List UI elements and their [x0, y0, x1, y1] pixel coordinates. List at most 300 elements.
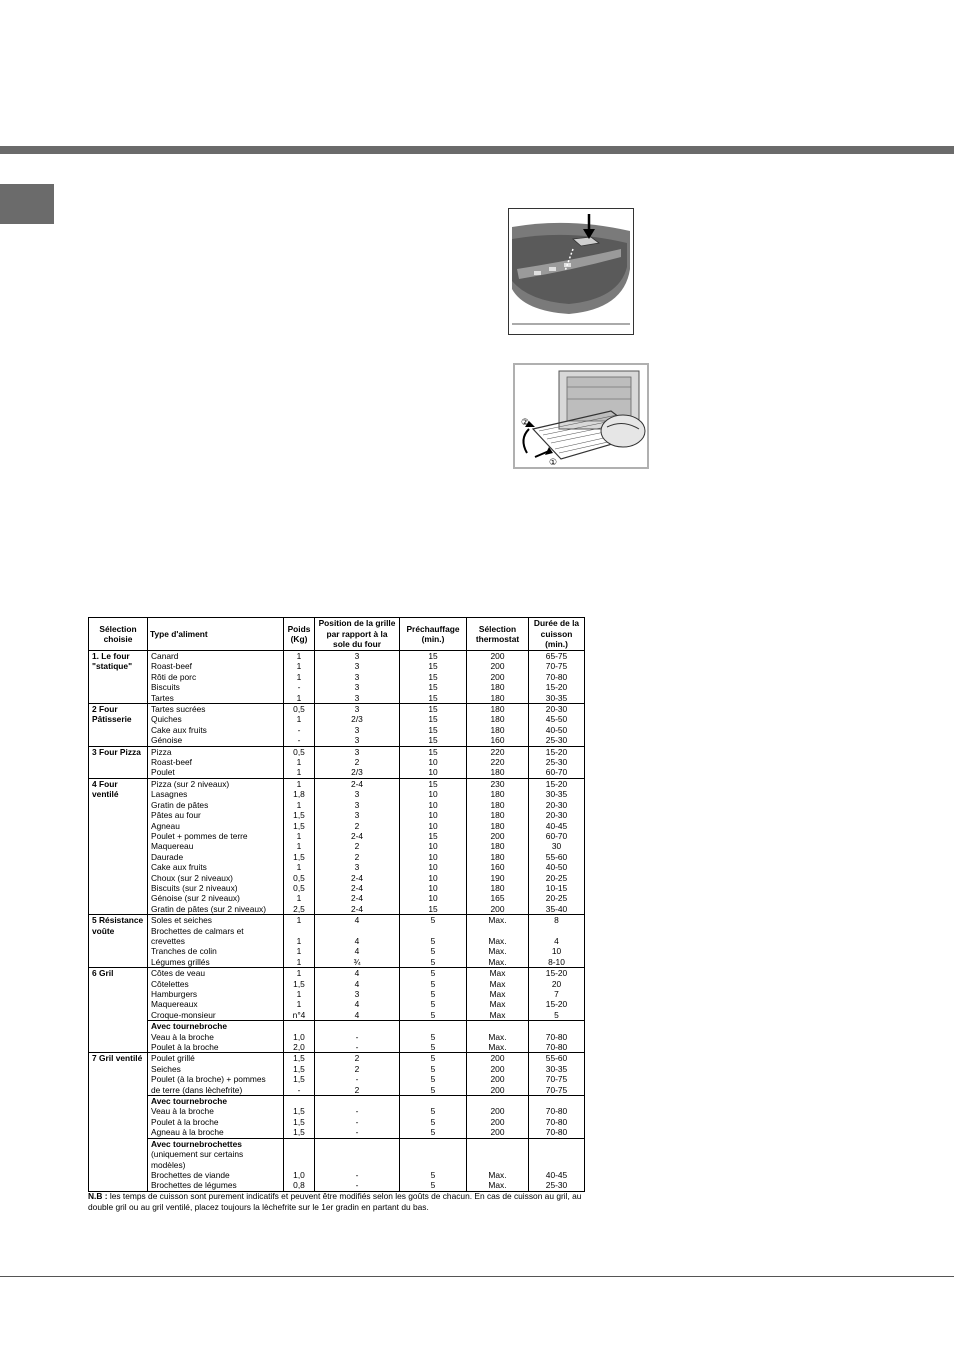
cell-rack-position: 4 — [315, 936, 400, 946]
cell-thermostat: 180 — [467, 800, 529, 810]
cell-preheat: 5 — [400, 936, 467, 946]
cell-food-type: Poulet à la broche — [148, 1117, 284, 1127]
cell-duration: 30-35 — [529, 789, 585, 799]
cell-food-type: Poulet + pommes de terre — [148, 831, 284, 841]
table-row — [89, 661, 585, 671]
table-row — [89, 999, 585, 1009]
cell-thermostat: 220 — [467, 746, 529, 757]
cell-duration: 70-80 — [529, 1127, 585, 1138]
cell-weight: 1 — [284, 968, 315, 979]
cell-preheat: 5 — [400, 1064, 467, 1074]
table-row — [89, 1127, 585, 1138]
cell-duration: 15-20 — [529, 999, 585, 1009]
cell-weight: 1 — [284, 778, 315, 789]
cell-selection: 2 Four Pâtisserie — [89, 704, 148, 747]
cell-rack-position: 4 — [315, 946, 400, 956]
cell-thermostat: 200 — [467, 1085, 529, 1096]
cell-food-type: Pizza (sur 2 niveaux) — [148, 778, 284, 789]
cell-thermostat: Max — [467, 968, 529, 979]
table-row — [89, 852, 585, 862]
cell-weight: - — [284, 682, 315, 692]
cell-rack-position: 2/3 — [315, 767, 400, 778]
cell-weight: 0,8 — [284, 1180, 315, 1191]
cell-rack-position: 3 — [315, 989, 400, 999]
cell-preheat: 5 — [400, 1042, 467, 1053]
table-row — [89, 1021, 585, 1032]
header-preheat: Préchauffage (min.) — [400, 618, 467, 651]
cell-food-type: Brochettes de légumes — [148, 1180, 284, 1191]
cell-preheat: 10 — [400, 883, 467, 893]
cell-preheat: 5 — [400, 979, 467, 989]
cell-weight: 1 — [284, 672, 315, 682]
cell-thermostat: Max. — [467, 1042, 529, 1053]
cell-duration: 20-30 — [529, 810, 585, 820]
cell-duration: 15-20 — [529, 778, 585, 789]
cell-food-type: Choux (sur 2 niveaux) — [148, 873, 284, 883]
cell-rack-position — [315, 1021, 400, 1032]
step-1-marker: ① — [549, 458, 558, 467]
cell-food-type: Génoise — [148, 735, 284, 746]
cell-rack-position: - — [315, 1170, 400, 1180]
cell-duration: 70-75 — [529, 661, 585, 671]
cell-thermostat: 190 — [467, 873, 529, 883]
cell-preheat: 15 — [400, 735, 467, 746]
cell-thermostat: Max. — [467, 1170, 529, 1180]
cell-rack-position: 3 — [315, 725, 400, 735]
cell-rack-position: 3 — [315, 661, 400, 671]
cell-duration: 70-80 — [529, 1032, 585, 1042]
cell-duration: 8-10 — [529, 957, 585, 968]
cell-rack-position: 3 — [315, 810, 400, 820]
cell-duration: 4 — [529, 936, 585, 946]
cell-weight — [284, 1149, 315, 1159]
cell-weight: 1,5 — [284, 810, 315, 820]
table-row — [89, 746, 585, 757]
cell-food-type: de terre (dans lèchefrite) — [148, 1085, 284, 1096]
language-tab — [0, 184, 54, 224]
cell-weight: 1,0 — [284, 1170, 315, 1180]
cell-duration: 60-70 — [529, 831, 585, 841]
cell-food-type: Roast-beef — [148, 661, 284, 671]
cell-thermostat: 180 — [467, 714, 529, 724]
cell-preheat: 5 — [400, 957, 467, 968]
footnote-label: N.B : — [88, 1191, 108, 1201]
cell-rack-position: - — [315, 1074, 400, 1084]
cell-thermostat: 200 — [467, 831, 529, 841]
cell-rack-position: 4 — [315, 915, 400, 926]
cell-thermostat: 180 — [467, 693, 529, 704]
cell-rack-position: 3 — [315, 735, 400, 746]
cell-duration: 20-30 — [529, 800, 585, 810]
cell-thermostat: 200 — [467, 672, 529, 682]
cell-rack-position: - — [315, 1117, 400, 1127]
cell-rack-position: - — [315, 1106, 400, 1116]
cell-food-type: Croque-monsieur — [148, 1010, 284, 1021]
cell-preheat: 5 — [400, 1127, 467, 1138]
cell-duration: 8 — [529, 915, 585, 926]
table-row — [89, 1138, 585, 1149]
cell-preheat: 10 — [400, 841, 467, 851]
cell-preheat: 15 — [400, 778, 467, 789]
cell-food-type: Tartes sucrées — [148, 704, 284, 715]
cell-duration: 20 — [529, 979, 585, 989]
cell-preheat: 10 — [400, 873, 467, 883]
cell-preheat: 15 — [400, 651, 467, 662]
cell-weight: 1,8 — [284, 789, 315, 799]
cell-preheat: 5 — [400, 1010, 467, 1021]
header-rack-position: Position de la grille par rapport à la sole du four — [315, 618, 400, 651]
cell-food-type: Brochettes de calmars et — [148, 926, 284, 936]
cell-rack-position: - — [315, 1127, 400, 1138]
cell-weight: 1,5 — [284, 852, 315, 862]
cell-duration: 15-20 — [529, 746, 585, 757]
cell-weight: - — [284, 725, 315, 735]
table-row — [89, 968, 585, 979]
cell-rack-position — [315, 1149, 400, 1159]
cell-duration: 40-50 — [529, 862, 585, 872]
cell-weight: 1,5 — [284, 1053, 315, 1064]
cell-thermostat — [467, 1021, 529, 1032]
cell-preheat: 15 — [400, 904, 467, 915]
cell-food-type: Avec tournebroche — [148, 1021, 284, 1032]
cell-preheat: 5 — [400, 999, 467, 1009]
cell-selection: 3 Four Pizza — [89, 746, 148, 778]
cell-thermostat: 200 — [467, 904, 529, 915]
cell-thermostat: 180 — [467, 789, 529, 799]
cell-weight: 1 — [284, 800, 315, 810]
cell-rack-position: 2 — [315, 1085, 400, 1096]
footnote-text: les temps de cuisson sont purement indicatifs et peuvent être modifiés selon les goûts de chacun. En cas de cuisson au gril, au double gril ou au gril ventilé, placez toujours la lèchefrite sur le 1er gradin en partant du bas. — [88, 1191, 582, 1212]
cell-food-type: Agneau à la broche — [148, 1127, 284, 1138]
cell-rack-position — [315, 1160, 400, 1170]
cell-thermostat: Max. — [467, 915, 529, 926]
cell-selection: 7 Gril ventilé — [89, 1053, 148, 1191]
table-row — [89, 1117, 585, 1127]
cell-food-type: Agneau — [148, 821, 284, 831]
table-row — [89, 682, 585, 692]
cell-food-type: Cake aux fruits — [148, 725, 284, 735]
cell-selection: 1. Le four "statique" — [89, 651, 148, 704]
cell-preheat: 5 — [400, 1117, 467, 1127]
cell-rack-position: 4 — [315, 968, 400, 979]
footer-rule — [0, 1276, 954, 1277]
cell-food-type: Soles et seiches — [148, 915, 284, 926]
table-row — [89, 1180, 585, 1191]
cell-weight: 0,5 — [284, 746, 315, 757]
cell-duration: 10-15 — [529, 883, 585, 893]
cell-thermostat: 180 — [467, 767, 529, 778]
cell-duration: 25-30 — [529, 757, 585, 767]
table-row — [89, 831, 585, 841]
cell-preheat: 15 — [400, 831, 467, 841]
cell-duration: 25-30 — [529, 1180, 585, 1191]
cell-duration — [529, 1160, 585, 1170]
cell-thermostat: 200 — [467, 1117, 529, 1127]
cell-thermostat: 160 — [467, 862, 529, 872]
cell-duration: 55-60 — [529, 1053, 585, 1064]
cell-rack-position: 3 — [315, 789, 400, 799]
cell-weight — [284, 1021, 315, 1032]
cell-thermostat: Max — [467, 979, 529, 989]
cell-rack-position: 3 — [315, 651, 400, 662]
cell-rack-position: 2-4 — [315, 831, 400, 841]
cell-food-type: Rôti de porc — [148, 672, 284, 682]
cell-preheat: 5 — [400, 1180, 467, 1191]
cell-rack-position: 2-4 — [315, 904, 400, 915]
cell-thermostat: Max. — [467, 957, 529, 968]
cell-preheat: 5 — [400, 1032, 467, 1042]
cell-rack-position — [315, 1096, 400, 1107]
cell-duration: 70-80 — [529, 1042, 585, 1053]
table-row — [89, 926, 585, 936]
table-row — [89, 810, 585, 820]
cell-rack-position: - — [315, 1032, 400, 1042]
cell-weight: 2,5 — [284, 904, 315, 915]
header-weight: Poids (Kg) — [284, 618, 315, 651]
cell-thermostat: Max — [467, 999, 529, 1009]
cell-thermostat: 180 — [467, 682, 529, 692]
cell-duration: 15-20 — [529, 968, 585, 979]
cell-food-type: Maquereaux — [148, 999, 284, 1009]
cell-preheat: 10 — [400, 862, 467, 872]
cell-duration: 70-75 — [529, 1085, 585, 1096]
cell-rack-position: 3 — [315, 693, 400, 704]
cell-weight: 1 — [284, 767, 315, 778]
cell-weight: - — [284, 1085, 315, 1096]
cell-weight: 1,5 — [284, 979, 315, 989]
cell-food-type: Veau à la broche — [148, 1032, 284, 1042]
cell-food-type: Quiches — [148, 714, 284, 724]
cell-duration: 70-80 — [529, 1117, 585, 1127]
cell-selection: 4 Four ventilé — [89, 778, 148, 914]
header-selection: Sélection choisie — [89, 618, 148, 651]
table-row — [89, 915, 585, 926]
table-row — [89, 714, 585, 724]
table-row — [89, 778, 585, 789]
cell-thermostat — [467, 926, 529, 936]
cell-weight: 1 — [284, 936, 315, 946]
cell-preheat: 10 — [400, 767, 467, 778]
cell-duration: 70-80 — [529, 672, 585, 682]
cell-duration: 30-35 — [529, 693, 585, 704]
cell-food-type: Canard — [148, 651, 284, 662]
cell-thermostat: Max. — [467, 1032, 529, 1042]
cell-thermostat: 180 — [467, 704, 529, 715]
cell-food-type: Lasagnes — [148, 789, 284, 799]
cell-weight: n°4 — [284, 1010, 315, 1021]
cell-thermostat: Max. — [467, 936, 529, 946]
cell-selection: 5 Résistance voûte — [89, 915, 148, 968]
cell-rack-position: 3 — [315, 800, 400, 810]
cell-rack-position: - — [315, 1180, 400, 1191]
cell-food-type: Roast-beef — [148, 757, 284, 767]
cell-duration — [529, 1096, 585, 1107]
cell-thermostat: 200 — [467, 651, 529, 662]
cell-food-type: Côtes de veau — [148, 968, 284, 979]
cell-weight: 2,0 — [284, 1042, 315, 1053]
table-row — [89, 957, 585, 968]
cell-preheat: 15 — [400, 682, 467, 692]
table-row — [89, 904, 585, 915]
cell-duration: 40-45 — [529, 821, 585, 831]
cell-food-type: Avec tournebrochettes — [148, 1138, 284, 1149]
cell-duration: 20-25 — [529, 893, 585, 903]
header-thermostat: Sélection thermostat — [467, 618, 529, 651]
cell-food-type: Biscuits — [148, 682, 284, 692]
table-row — [89, 979, 585, 989]
cell-duration — [529, 1021, 585, 1032]
table-row — [89, 651, 585, 662]
cell-thermostat — [467, 1138, 529, 1149]
cell-food-type: Génoise (sur 2 niveaux) — [148, 893, 284, 903]
cell-thermostat: 180 — [467, 810, 529, 820]
table-row — [89, 725, 585, 735]
cell-thermostat: Max. — [467, 1180, 529, 1191]
cell-preheat — [400, 926, 467, 936]
table-row — [89, 1042, 585, 1053]
cell-duration: 45-50 — [529, 714, 585, 724]
cell-duration: 10 — [529, 946, 585, 956]
cell-duration: 20-25 — [529, 873, 585, 883]
cell-rack-position — [315, 926, 400, 936]
cell-duration: 70-75 — [529, 1074, 585, 1084]
cell-weight: 1 — [284, 693, 315, 704]
cell-duration: 35-40 — [529, 904, 585, 915]
cell-duration: 40-45 — [529, 1170, 585, 1180]
table-row — [89, 946, 585, 956]
cell-rack-position: 2-4 — [315, 778, 400, 789]
cell-preheat: 5 — [400, 915, 467, 926]
cell-preheat: 15 — [400, 693, 467, 704]
cell-food-type: (uniquement sur certains — [148, 1149, 284, 1159]
header-food-type: Type d'aliment — [148, 618, 284, 651]
cell-thermostat: 230 — [467, 778, 529, 789]
cell-food-type: crevettes — [148, 936, 284, 946]
cell-preheat: 10 — [400, 893, 467, 903]
cell-food-type: Poulet à la broche — [148, 1042, 284, 1053]
cell-food-type: Daurade — [148, 852, 284, 862]
cell-preheat: 5 — [400, 1085, 467, 1096]
cell-rack-position: 2/3 — [315, 714, 400, 724]
cell-preheat: 5 — [400, 1053, 467, 1064]
table-row — [89, 672, 585, 682]
cell-thermostat: Max. — [467, 946, 529, 956]
table-row — [89, 1170, 585, 1180]
cell-weight: 1,5 — [284, 1106, 315, 1116]
oven-rack-illustration — [513, 363, 649, 469]
cell-rack-position: 4 — [315, 979, 400, 989]
cell-thermostat: 165 — [467, 893, 529, 903]
cell-duration: 70-80 — [529, 1106, 585, 1116]
cell-rack-position — [315, 1138, 400, 1149]
cell-thermostat: 200 — [467, 1053, 529, 1064]
table-row — [89, 1149, 585, 1159]
cell-food-type: Hamburgers — [148, 989, 284, 999]
cell-duration: 30-35 — [529, 1064, 585, 1074]
cell-weight: 1 — [284, 893, 315, 903]
cell-thermostat: 180 — [467, 883, 529, 893]
cell-weight — [284, 926, 315, 936]
header-bar — [0, 146, 954, 154]
cell-duration: 20-30 — [529, 704, 585, 715]
cell-weight: 1 — [284, 661, 315, 671]
cell-food-type: Poulet grillé — [148, 1053, 284, 1064]
cell-food-type: Côtelettes — [148, 979, 284, 989]
cell-duration — [529, 926, 585, 936]
cell-weight — [284, 1160, 315, 1170]
cell-thermostat: 180 — [467, 821, 529, 831]
cell-preheat: 15 — [400, 714, 467, 724]
cell-food-type: Gratin de pâtes (sur 2 niveaux) — [148, 904, 284, 915]
cell-weight: 1,5 — [284, 1127, 315, 1138]
table-header-row — [89, 618, 585, 651]
table-row — [89, 1096, 585, 1107]
cell-preheat: 10 — [400, 789, 467, 799]
cell-weight: 1,5 — [284, 1064, 315, 1074]
table-row — [89, 789, 585, 799]
cell-thermostat: 220 — [467, 757, 529, 767]
cell-rack-position: 2-4 — [315, 873, 400, 883]
cell-preheat: 5 — [400, 1170, 467, 1180]
cell-preheat: 10 — [400, 810, 467, 820]
cell-rack-position: 2 — [315, 757, 400, 767]
cell-duration — [529, 1138, 585, 1149]
cell-duration: 65-75 — [529, 651, 585, 662]
cooking-table — [88, 617, 585, 1192]
cell-food-type: Seiches — [148, 1064, 284, 1074]
cell-preheat — [400, 1149, 467, 1159]
cell-rack-position: ¾ — [315, 957, 400, 968]
cell-duration: 5 — [529, 1010, 585, 1021]
cell-rack-position: 2 — [315, 841, 400, 851]
cell-preheat: 5 — [400, 1074, 467, 1084]
cell-thermostat: 180 — [467, 841, 529, 851]
cell-weight: 1,5 — [284, 821, 315, 831]
cell-thermostat: 200 — [467, 1074, 529, 1084]
header-duration: Durée de la cuisson (min.) — [529, 618, 585, 651]
cell-preheat: 15 — [400, 704, 467, 715]
cell-food-type: Veau à la broche — [148, 1106, 284, 1116]
table-row — [89, 1074, 585, 1084]
table-row — [89, 936, 585, 946]
table-row — [89, 893, 585, 903]
cell-rack-position: 4 — [315, 999, 400, 1009]
cell-thermostat: 200 — [467, 1127, 529, 1138]
cell-weight: - — [284, 735, 315, 746]
cell-food-type: Maquereau — [148, 841, 284, 851]
table-row — [89, 767, 585, 778]
cell-preheat — [400, 1138, 467, 1149]
cell-duration: 55-60 — [529, 852, 585, 862]
cell-weight: 1 — [284, 989, 315, 999]
cell-food-type: Tartes — [148, 693, 284, 704]
cell-weight: 1 — [284, 915, 315, 926]
table-row — [89, 1085, 585, 1096]
footnote — [88, 1191, 608, 1212]
cell-preheat — [400, 1021, 467, 1032]
cell-duration: 30 — [529, 841, 585, 851]
cell-rack-position: 2-4 — [315, 883, 400, 893]
cell-food-type: Cake aux fruits — [148, 862, 284, 872]
cell-weight: 1,5 — [284, 1117, 315, 1127]
cell-rack-position: 3 — [315, 862, 400, 872]
table-row — [89, 1010, 585, 1021]
cell-thermostat — [467, 1160, 529, 1170]
cell-weight: 1 — [284, 862, 315, 872]
table-row — [89, 1106, 585, 1116]
cell-food-type: Tranches de colin — [148, 946, 284, 956]
cell-preheat: 15 — [400, 725, 467, 735]
